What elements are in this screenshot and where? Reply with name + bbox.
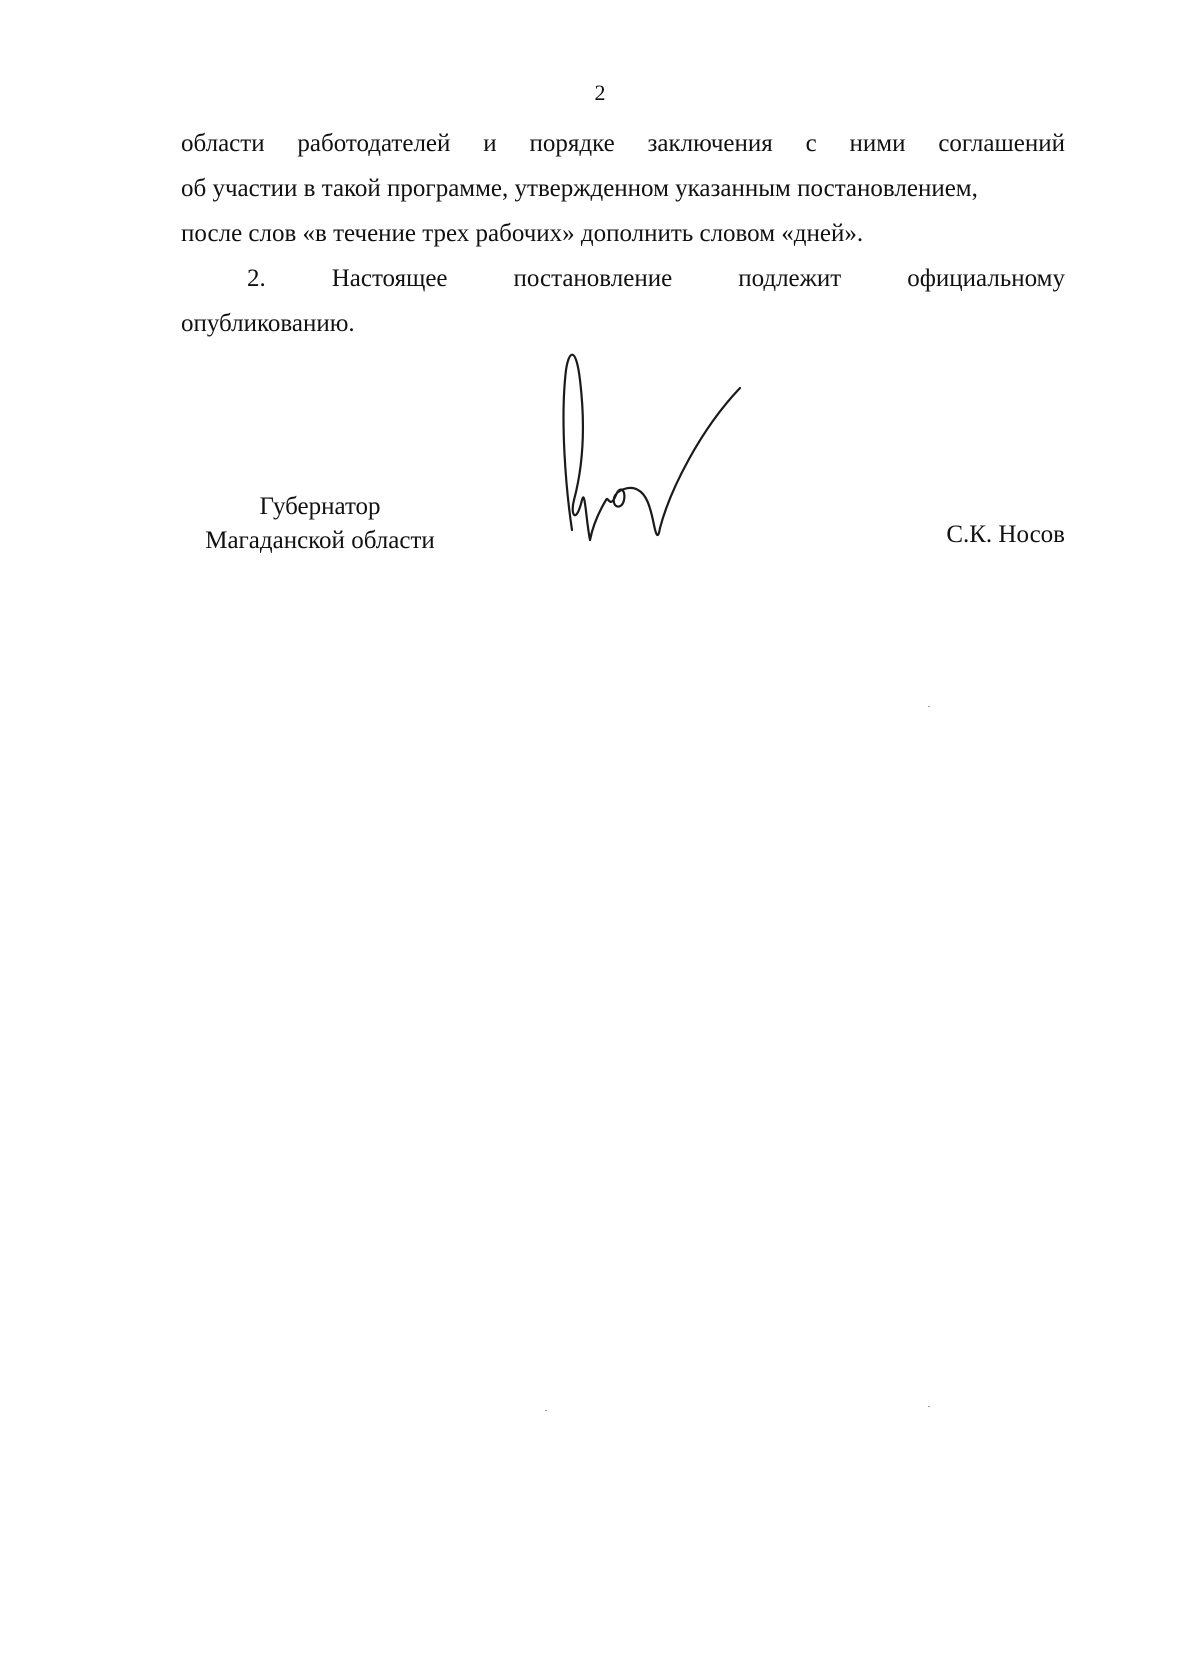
word: Настоящее xyxy=(331,265,448,292)
paragraph-1-line-2: об участии в такой программе, утвержденном указанным постановлением, xyxy=(181,175,978,202)
scan-speck xyxy=(928,706,930,707)
handwritten-signature xyxy=(560,350,800,580)
word: ними xyxy=(849,130,906,157)
word: работодателей xyxy=(297,130,451,157)
item-number: 2. xyxy=(247,265,266,292)
paragraph-2-line-1 xyxy=(181,256,1065,301)
word: порядке xyxy=(529,130,615,157)
paragraph-2-line-2: опубликованию. xyxy=(181,310,355,337)
position-title: Губернатор xyxy=(259,493,381,520)
signatory-position xyxy=(180,490,460,558)
word: области xyxy=(181,130,265,157)
word: соглашений xyxy=(938,130,1065,157)
word: заключения xyxy=(647,130,773,157)
scan-speck xyxy=(928,1406,930,1407)
paragraph-1-line-1 xyxy=(181,121,1065,166)
word: и xyxy=(483,130,497,157)
word: официальному xyxy=(907,265,1065,292)
word: с xyxy=(805,130,817,157)
word: подлежит xyxy=(738,265,842,292)
scan-speck xyxy=(545,1410,547,1411)
position-region: Магаданской области xyxy=(205,527,435,554)
word: постановление xyxy=(513,265,673,292)
document-body xyxy=(181,121,1065,346)
signatory-name: С.К. Носов xyxy=(946,521,1065,548)
page-number: 2 xyxy=(594,80,606,105)
paragraph-1-line-3: после слов «в течение трех рабочих» дополнить словом «дней». xyxy=(181,220,864,247)
